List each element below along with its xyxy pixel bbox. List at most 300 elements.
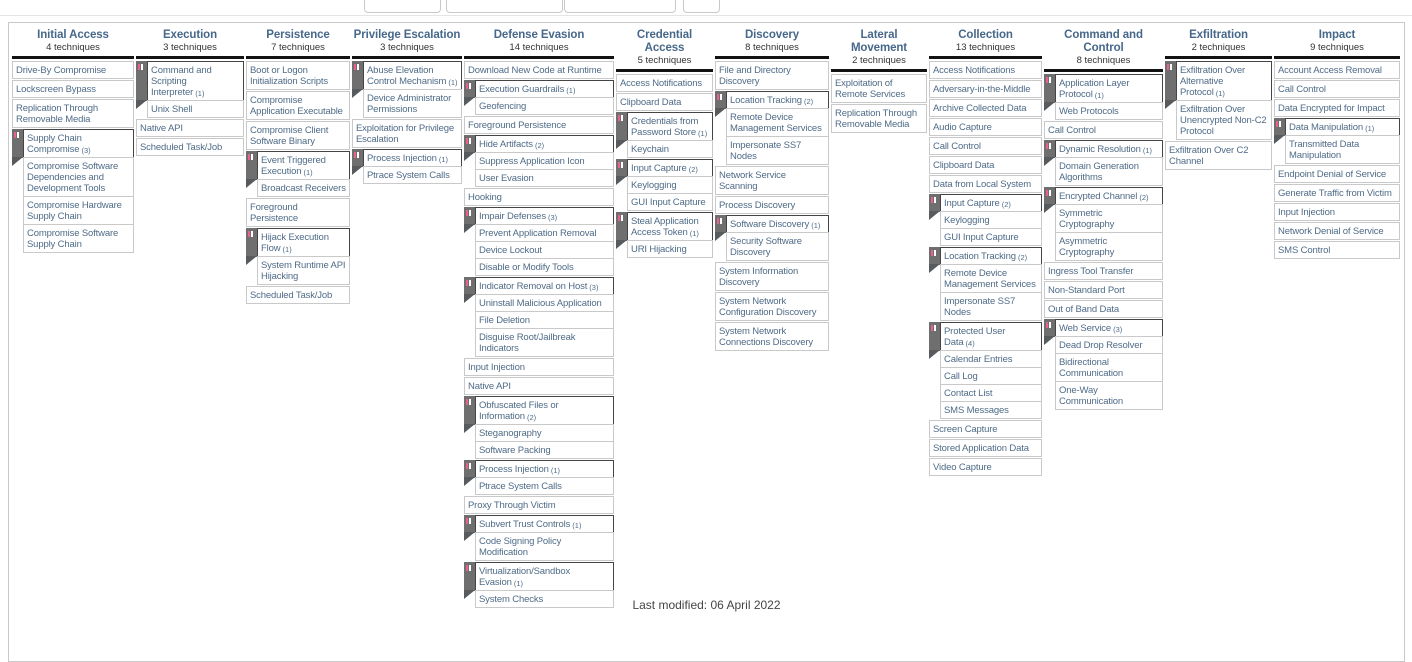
- subtechnique-keychain[interactable]: Keychain: [627, 140, 713, 158]
- tactic-name[interactable]: Command and Control: [1064, 29, 1143, 54]
- tactic-header-bar: [1274, 56, 1400, 59]
- subtechniques-toggle[interactable]: [464, 207, 475, 225]
- subtechnique-list: [627, 140, 713, 158]
- technique-process-injection[interactable]: [475, 460, 614, 478]
- subtechniques-icon: [466, 138, 471, 144]
- technique-proxy-through-victim[interactable]: [464, 496, 614, 514]
- subtechnique-count: (2): [999, 200, 1011, 209]
- subtechniques-toggle[interactable]: [464, 277, 475, 295]
- technique-dynamic-resolution[interactable]: [1055, 140, 1163, 158]
- subtechnique-list: [363, 89, 462, 118]
- technique-label: Video Capture: [933, 462, 992, 473]
- subtechnique-count: (1): [1363, 124, 1375, 133]
- subtechnique-calendar-entries[interactable]: Calendar Entries: [940, 350, 1042, 368]
- technique-indicator-removal-on-host[interactable]: [475, 277, 614, 295]
- subtechnique-list: [1176, 100, 1272, 140]
- technique-system-network-configuration-discovery[interactable]: [715, 292, 829, 321]
- subtechnique-system-checks[interactable]: System Checks: [475, 590, 614, 608]
- subtechnique-prevent-application-removal[interactable]: Prevent Application Removal: [475, 224, 614, 242]
- technique-list: [1165, 61, 1272, 170]
- technique-boot-or-logon-initialization-scripts[interactable]: [246, 61, 350, 90]
- technique-process-discovery[interactable]: [715, 196, 829, 214]
- toolbar-button-3[interactable]: [564, 0, 676, 13]
- technique-label: Exploitation for Privilege Escalation: [356, 123, 455, 145]
- technique-obfuscated-files-or-information[interactable]: [475, 396, 614, 425]
- tab-fold: [1044, 204, 1055, 213]
- subtechniques-icon: [354, 152, 359, 158]
- subtechnique-keylogging[interactable]: Keylogging: [627, 176, 713, 194]
- technique-label: Impair Defenses: [479, 211, 546, 222]
- tab-fold: [1274, 135, 1285, 144]
- subtechnique-list: [1055, 157, 1163, 186]
- subtechnique-one-way-communication[interactable]: One-Way Communication: [1055, 381, 1163, 410]
- subtechniques-icon: [466, 280, 471, 286]
- subtechniques-toggle[interactable]: [12, 129, 23, 158]
- technique-foreground-persistence[interactable]: [464, 116, 614, 134]
- subtechnique-remote-device-management-services[interactable]: Remote Device Management Services: [726, 108, 829, 137]
- technique-label: Adversary-in-the-Middle: [933, 84, 1031, 95]
- tab-fold: [464, 97, 475, 106]
- subtechnique-count: (1): [570, 521, 582, 530]
- subtechnique-disable-or-modify-tools[interactable]: Disable or Modify Tools: [475, 258, 614, 276]
- tactic-name[interactable]: Impact: [1318, 29, 1356, 41]
- technique-label: Subvert Trust Controls: [479, 519, 571, 530]
- subtechnique-domain-generation-algorithms[interactable]: Domain Generation Algorithms: [1055, 157, 1163, 186]
- tab-fold: [1044, 157, 1055, 166]
- technique-call-control[interactable]: [929, 137, 1042, 155]
- technique-label: Exfiltration Over C2 Channel: [1169, 145, 1249, 167]
- technique-group-subvert-trust-controls: [464, 515, 614, 561]
- toolbar-button-1[interactable]: [364, 0, 441, 13]
- subtechnique-device-administrator-permissions[interactable]: Device Administrator Permissions: [363, 89, 462, 118]
- subtechnique-compromise-hardware-supply-chain[interactable]: Compromise Hardware Supply Chain: [23, 196, 134, 225]
- tab-fold: [464, 152, 475, 161]
- technique-label: Foreground Persistence: [250, 202, 298, 224]
- technique-credentials-from-password-store[interactable]: [627, 112, 713, 141]
- technique-file-and-directory-discovery[interactable]: [715, 61, 829, 90]
- technique-exploitation-for-privilege-escalation[interactable]: [352, 119, 462, 148]
- technique-access-notifications[interactable]: [929, 61, 1042, 79]
- technique-label: Web Service: [1059, 323, 1112, 334]
- technique-label: Event Triggered Execution: [261, 155, 326, 177]
- technique-group-supply-chain-compromise: [12, 129, 134, 253]
- subtechnique-geofencing[interactable]: Geofencing: [475, 97, 614, 115]
- subtechniques-icon: [931, 325, 936, 331]
- technique-system-information-discovery[interactable]: [715, 262, 829, 291]
- technique-list: [246, 61, 350, 304]
- technique-label: Protected User Data: [944, 326, 1006, 348]
- subtechnique-call-log[interactable]: Call Log: [940, 367, 1042, 385]
- technique-label: Clipboard Data: [933, 160, 995, 171]
- technique-group-indicator-removal-on-host: [464, 277, 614, 357]
- technique-label: Clipboard Data: [620, 97, 682, 108]
- tactic-column-privilege-escalation: [352, 27, 462, 185]
- tactic-name[interactable]: Persistence: [266, 29, 330, 41]
- technique-data-manipulation[interactable]: [1285, 118, 1400, 136]
- subtechniques-toggle[interactable]: [929, 322, 940, 351]
- technique-out-of-band-data[interactable]: [1044, 300, 1163, 318]
- tactic-header-bar: [616, 69, 713, 72]
- subtechniques-toggle[interactable]: [616, 212, 627, 241]
- toolbar-button-2[interactable]: [446, 0, 563, 13]
- technique-label: Exfiltration Over Alternative Protocol: [1180, 65, 1246, 98]
- subtechnique-symmetric-cryptography[interactable]: Symmetric Cryptography: [1055, 204, 1163, 233]
- technique-group-data-manipulation: [1274, 118, 1400, 164]
- subtechnique-gui-input-capture[interactable]: GUI Input Capture: [627, 193, 713, 211]
- tactic-header: [1274, 27, 1400, 53]
- subtechnique-count: (3): [545, 213, 558, 222]
- subtechniques-icon: [1046, 322, 1051, 328]
- technique-label: Input Capture: [631, 163, 687, 174]
- technique-label: Ingress Tool Transfer: [1048, 266, 1134, 277]
- tactic-name[interactable]: Defense Evasion: [493, 29, 585, 41]
- technique-label: Abuse Elevation Control Mechanism: [367, 65, 447, 87]
- subtechnique-count: (1): [1140, 146, 1153, 155]
- subtechnique-transmitted-data-manipulation[interactable]: Transmitted Data Manipulation: [1285, 135, 1400, 164]
- subtechnique-count: (2): [801, 97, 814, 106]
- technique-label: Indicator Removal on Host: [479, 281, 588, 292]
- subtechniques-toggle[interactable]: [616, 159, 627, 177]
- subtechniques-toggle[interactable]: [464, 396, 475, 425]
- subtechnique-keylogging[interactable]: Keylogging: [940, 211, 1042, 229]
- technique-abuse-elevation-control-mechanism[interactable]: [363, 61, 462, 90]
- technique-command-and-scripting-interpreter[interactable]: [147, 61, 244, 101]
- subtechniques-toggle[interactable]: [1274, 118, 1285, 136]
- technique-label: Replication Through Removable Media: [16, 103, 99, 125]
- technique-screen-capture[interactable]: [929, 420, 1042, 438]
- subtechnique-user-evasion[interactable]: User Evasion: [475, 169, 614, 187]
- subtechniques-toggle[interactable]: [464, 135, 475, 153]
- technique-data-from-local-system[interactable]: [929, 175, 1042, 193]
- technique-group-credentials-from-password-store: [616, 112, 713, 158]
- technique-label: Non-Standard Port: [1048, 285, 1125, 296]
- technique-scheduled-task-job[interactable]: [246, 286, 350, 304]
- subtechnique-web-protocols[interactable]: Web Protocols: [1055, 102, 1163, 120]
- subtechnique-list: [363, 166, 462, 184]
- technique-input-capture[interactable]: [940, 194, 1042, 212]
- subtechnique-compromise-software-supply-chain[interactable]: Compromise Software Supply Chain: [23, 224, 134, 253]
- subtechniques-toggle[interactable]: [246, 228, 257, 257]
- technique-clipboard-data[interactable]: [616, 93, 713, 111]
- technique-label: Supply Chain Compromise: [27, 133, 82, 155]
- tactic-column-collection: [929, 27, 1042, 477]
- technique-label: Process Injection: [367, 153, 437, 164]
- technique-generate-traffic-from-victim[interactable]: [1274, 184, 1400, 202]
- toolbar-button-4[interactable]: [683, 0, 720, 13]
- subtechnique-ptrace-system-calls[interactable]: Ptrace System Calls: [363, 166, 462, 184]
- subtechniques-toggle[interactable]: [1165, 61, 1176, 101]
- technique-execution-guardrails[interactable]: [475, 80, 614, 98]
- subtechniques-icon: [618, 115, 623, 121]
- tactic-name[interactable]: Credential Access: [636, 29, 693, 54]
- tactic-name[interactable]: Discovery: [744, 29, 800, 41]
- subtechniques-toggle[interactable]: [616, 112, 627, 141]
- subtechniques-toggle[interactable]: [929, 194, 940, 212]
- technique-label: Account Access Removal: [1278, 65, 1382, 76]
- technique-data-encrypted-for-impact[interactable]: [1274, 99, 1400, 117]
- technique-input-capture[interactable]: [627, 159, 713, 177]
- subtechnique-uninstall-malicious-application[interactable]: Uninstall Malicious Application: [475, 294, 614, 312]
- tactic-technique-count: 7 techniques: [271, 42, 325, 53]
- subtechnique-gui-input-capture[interactable]: GUI Input Capture: [940, 228, 1042, 246]
- technique-label: System Network Connections Discovery: [719, 326, 814, 348]
- technique-label: Location Tracking: [944, 251, 1016, 262]
- technique-supply-chain-compromise[interactable]: [23, 129, 134, 158]
- tactic-technique-count: 2 techniques: [1191, 42, 1246, 53]
- technique-label: Compromise Application Executable: [250, 95, 343, 117]
- technique-label: Process Injection: [479, 464, 549, 475]
- subtechnique-impersonate-ss7-nodes[interactable]: Impersonate SS7 Nodes: [940, 292, 1042, 321]
- technique-audio-capture[interactable]: [929, 118, 1042, 136]
- technique-call-control[interactable]: [1044, 121, 1163, 139]
- technique-hijack-execution-flow[interactable]: [257, 228, 350, 257]
- tactic-name[interactable]: Privilege Escalation: [353, 29, 461, 41]
- subtechniques-icon: [1046, 143, 1051, 149]
- attack-matrix: [9, 23, 1404, 609]
- tactic-header-bar: [1044, 69, 1163, 72]
- subtechniques-icon: [618, 162, 623, 168]
- subtechnique-unix-shell[interactable]: Unix Shell: [147, 100, 244, 118]
- subtechnique-remote-device-management-services[interactable]: Remote Device Management Services: [940, 264, 1042, 293]
- tactic-column-discovery: [715, 27, 829, 352]
- subtechniques-icon: [618, 215, 623, 221]
- tab-fold: [929, 350, 940, 359]
- technique-exfiltration-over-alternative-protocol[interactable]: [1176, 61, 1272, 101]
- technique-group-impair-defenses: [464, 207, 614, 276]
- technique-process-injection[interactable]: [363, 149, 462, 167]
- tactic-header: [929, 27, 1042, 53]
- tactic-header-bar: [715, 56, 829, 59]
- technique-replication-through-removable-media[interactable]: [12, 99, 134, 128]
- subtechnique-file-deletion[interactable]: File Deletion: [475, 311, 614, 329]
- technique-label: Application Layer Protocol: [1059, 78, 1130, 100]
- technique-software-discovery[interactable]: [726, 215, 829, 233]
- tactic-technique-count: 9 techniques: [1310, 42, 1364, 53]
- technique-label: Input Capture: [944, 198, 1000, 209]
- tab-fold: [136, 100, 147, 109]
- technique-list: [929, 61, 1042, 476]
- subtechnique-count: (2): [524, 413, 537, 422]
- tactic-column-command-and-control: [1044, 27, 1163, 411]
- technique-group-protected-user-data: [929, 322, 1042, 419]
- subtechnique-list: [475, 97, 614, 115]
- technique-label: Credentials from Password Store: [631, 116, 699, 138]
- subtechniques-toggle[interactable]: [1044, 74, 1055, 103]
- technique-input-injection[interactable]: [1274, 203, 1400, 221]
- tactic-header: [464, 27, 614, 53]
- technique-web-service[interactable]: [1055, 319, 1163, 337]
- technique-event-triggered-execution[interactable]: [257, 151, 350, 180]
- technique-network-denial-of-service[interactable]: [1274, 222, 1400, 240]
- subtechnique-code-signing-policy-modification[interactable]: Code Signing Policy Modification: [475, 532, 614, 561]
- technique-label: Execution Guardrails: [479, 84, 565, 95]
- tactic-name[interactable]: Collection: [958, 29, 1013, 41]
- subtechnique-broadcast-receivers[interactable]: Broadcast Receivers: [257, 179, 350, 197]
- tactic-name[interactable]: Lateral Movement: [850, 29, 908, 54]
- technique-lockscreen-bypass[interactable]: [12, 80, 134, 98]
- subtechnique-system-runtime-api-hijacking[interactable]: System Runtime API Hijacking: [257, 256, 350, 285]
- tactic-header-bar: [929, 56, 1042, 59]
- technique-hooking[interactable]: [464, 188, 614, 206]
- technique-system-network-connections-discovery[interactable]: [715, 322, 829, 351]
- tactic-name[interactable]: Initial Access: [37, 29, 109, 41]
- tactic-header-bar: [12, 56, 134, 59]
- subtechniques-toggle[interactable]: [464, 80, 475, 98]
- subtechnique-asymmetric-cryptography[interactable]: Asymmetric Cryptography: [1055, 232, 1163, 261]
- technique-label: Generate Traffic from Victim: [1278, 188, 1392, 199]
- subtechnique-list: [475, 294, 614, 357]
- subtechnique-sms-messages[interactable]: SMS Messages: [940, 401, 1042, 419]
- tab-fold: [464, 477, 475, 486]
- technique-list: [1044, 74, 1163, 410]
- technique-label: Stored Application Data: [933, 443, 1029, 454]
- subtechniques-toggle[interactable]: [929, 247, 940, 265]
- tactic-column-defense-evasion: [464, 27, 614, 609]
- technique-clipboard-data[interactable]: [929, 156, 1042, 174]
- technique-foreground-persistence[interactable]: [246, 198, 350, 227]
- technique-archive-collected-data[interactable]: [929, 99, 1042, 117]
- subtechnique-list: [627, 176, 713, 211]
- technique-replication-through-removable-media[interactable]: [831, 104, 927, 133]
- technique-application-layer-protocol[interactable]: [1055, 74, 1163, 103]
- technique-label: Drive-By Compromise: [16, 65, 107, 76]
- technique-download-new-code-at-runtime[interactable]: [464, 61, 614, 79]
- technique-call-control[interactable]: [1274, 80, 1400, 98]
- tactic-technique-count: 13 techniques: [955, 42, 1016, 53]
- tactic-technique-count: 14 techniques: [509, 42, 569, 53]
- technique-group-obfuscated-files-or-information: [464, 396, 614, 459]
- technique-adversary-in-the-middle[interactable]: [929, 80, 1042, 98]
- technique-group-location-tracking: [929, 247, 1042, 321]
- tactic-name[interactable]: Exfiltration: [1189, 29, 1248, 41]
- tactic-column-initial-access: [12, 27, 134, 254]
- technique-native-api[interactable]: [464, 377, 614, 395]
- technique-scheduled-task-job[interactable]: [136, 138, 244, 156]
- subtechnique-count: (1): [301, 168, 313, 177]
- subtechniques-toggle[interactable]: [1044, 187, 1055, 205]
- technique-location-tracking[interactable]: [940, 247, 1042, 265]
- technique-native-api[interactable]: [136, 119, 244, 137]
- subtechnique-security-software-discovery[interactable]: Security Software Discovery: [726, 232, 829, 261]
- subtechnique-compromise-software-dependencies-and-development-tools[interactable]: Compromise Software Dependencies and Development Tools: [23, 157, 134, 197]
- tab-fold: [616, 140, 627, 149]
- technique-list: [464, 61, 614, 608]
- subtechnique-software-packing[interactable]: Software Packing: [475, 441, 614, 459]
- technique-steal-application-access-token[interactable]: [627, 212, 713, 241]
- technique-group-location-tracking: [715, 91, 829, 165]
- technique-label: Input Injection: [468, 362, 525, 373]
- tactic-header: [715, 27, 829, 53]
- technique-label: Audio Capture: [933, 122, 992, 133]
- subtechnique-list: [475, 424, 614, 459]
- tactic-header: [1165, 27, 1272, 53]
- technique-subvert-trust-controls[interactable]: [475, 515, 614, 533]
- technique-input-injection[interactable]: [464, 358, 614, 376]
- subtechnique-list: [475, 532, 614, 561]
- technique-hide-artifacts[interactable]: [475, 135, 614, 153]
- technique-group-process-injection: [464, 460, 614, 495]
- subtechniques-toggle[interactable]: [464, 460, 475, 478]
- subtechnique-disguise-root-jailbreak-indicators[interactable]: Disguise Root/Jailbreak Indicators: [475, 328, 614, 357]
- subtechniques-toggle[interactable]: [1044, 140, 1055, 158]
- subtechniques-toggle[interactable]: [352, 61, 363, 90]
- technique-ingress-tool-transfer[interactable]: [1044, 262, 1163, 280]
- subtechnique-count: (1): [548, 466, 561, 475]
- tactic-name[interactable]: Execution: [162, 29, 218, 41]
- technique-exploitation-of-remote-services[interactable]: [831, 74, 927, 103]
- tab-fold: [616, 240, 627, 249]
- technique-label: Exploitation of Remote Services: [835, 78, 906, 100]
- technique-protected-user-data[interactable]: [940, 322, 1042, 351]
- technique-video-capture[interactable]: [929, 458, 1042, 476]
- subtechniques-toggle[interactable]: [715, 215, 726, 233]
- subtechnique-device-lockout[interactable]: Device Lockout: [475, 241, 614, 259]
- subtechnique-exfiltration-over-unencrypted-non-c2-protocol[interactable]: Exfiltration Over Unencrypted Non-C2 Protocol: [1176, 100, 1272, 140]
- tactic-header: [831, 27, 927, 66]
- technique-stored-application-data[interactable]: [929, 439, 1042, 457]
- subtechnique-bidirectional-communication[interactable]: Bidirectional Communication: [1055, 353, 1163, 382]
- subtechniques-toggle[interactable]: [464, 562, 475, 591]
- subtechnique-uri-hijacking[interactable]: URI Hijacking: [627, 240, 713, 258]
- subtechnique-suppress-application-icon[interactable]: Suppress Application Icon: [475, 152, 614, 170]
- technique-location-tracking[interactable]: [726, 91, 829, 109]
- subtechnique-dead-drop-resolver[interactable]: Dead Drop Resolver: [1055, 336, 1163, 354]
- subtechniques-toggle[interactable]: [246, 151, 257, 180]
- technique-endpoint-denial-of-service[interactable]: [1274, 165, 1400, 183]
- technique-encrypted-channel[interactable]: [1055, 187, 1163, 205]
- technique-label: Archive Collected Data: [933, 103, 1027, 114]
- technique-virtualization-sandbox-evasion[interactable]: [475, 562, 614, 591]
- technique-sms-control[interactable]: [1274, 241, 1400, 259]
- top-toolbar: [0, 0, 1412, 16]
- technique-drive-by-compromise[interactable]: [12, 61, 134, 79]
- technique-list: [12, 61, 134, 253]
- subtechniques-toggle[interactable]: [1044, 319, 1055, 337]
- tactic-technique-count: 8 techniques: [745, 42, 799, 53]
- tactic-column-credential-access: [616, 27, 713, 259]
- subtechniques-icon: [466, 463, 471, 469]
- subtechnique-steganography[interactable]: Steganography: [475, 424, 614, 442]
- subtechniques-toggle[interactable]: [715, 91, 726, 109]
- technique-network-service-scanning[interactable]: [715, 166, 829, 195]
- technique-compromise-application-executable[interactable]: [246, 91, 350, 120]
- technique-impair-defenses[interactable]: [475, 207, 614, 225]
- subtechnique-count: (3): [587, 283, 599, 292]
- subtechnique-count: (1): [687, 229, 699, 238]
- technique-exfiltration-over-c2-channel[interactable]: [1165, 141, 1272, 170]
- subtechniques-toggle[interactable]: [352, 149, 363, 167]
- technique-compromise-client-software-binary[interactable]: [246, 121, 350, 150]
- technique-account-access-removal[interactable]: [1274, 61, 1400, 79]
- technique-label: System Network Configuration Discovery: [719, 296, 817, 318]
- subtechnique-impersonate-ss7-nodes[interactable]: Impersonate SS7 Nodes: [726, 136, 829, 165]
- subtechnique-count: (1): [436, 155, 449, 164]
- technique-access-notifications[interactable]: [616, 74, 713, 92]
- technique-non-standard-port[interactable]: [1044, 281, 1163, 299]
- subtechniques-icon: [1046, 77, 1051, 83]
- subtechnique-contact-list[interactable]: Contact List: [940, 384, 1042, 402]
- subtechnique-count: (1): [809, 221, 821, 230]
- subtechnique-ptrace-system-calls[interactable]: Ptrace System Calls: [475, 477, 614, 495]
- subtechniques-toggle[interactable]: [136, 61, 147, 101]
- technique-list: [352, 61, 462, 184]
- subtechnique-count: (1): [193, 89, 205, 98]
- subtechniques-toggle[interactable]: [464, 515, 475, 533]
- subtechnique-count: (2): [532, 141, 545, 150]
- technique-label: Dynamic Resolution: [1059, 144, 1141, 155]
- technique-label: Access Notifications: [620, 78, 703, 89]
- subtechnique-count: (1): [511, 579, 523, 588]
